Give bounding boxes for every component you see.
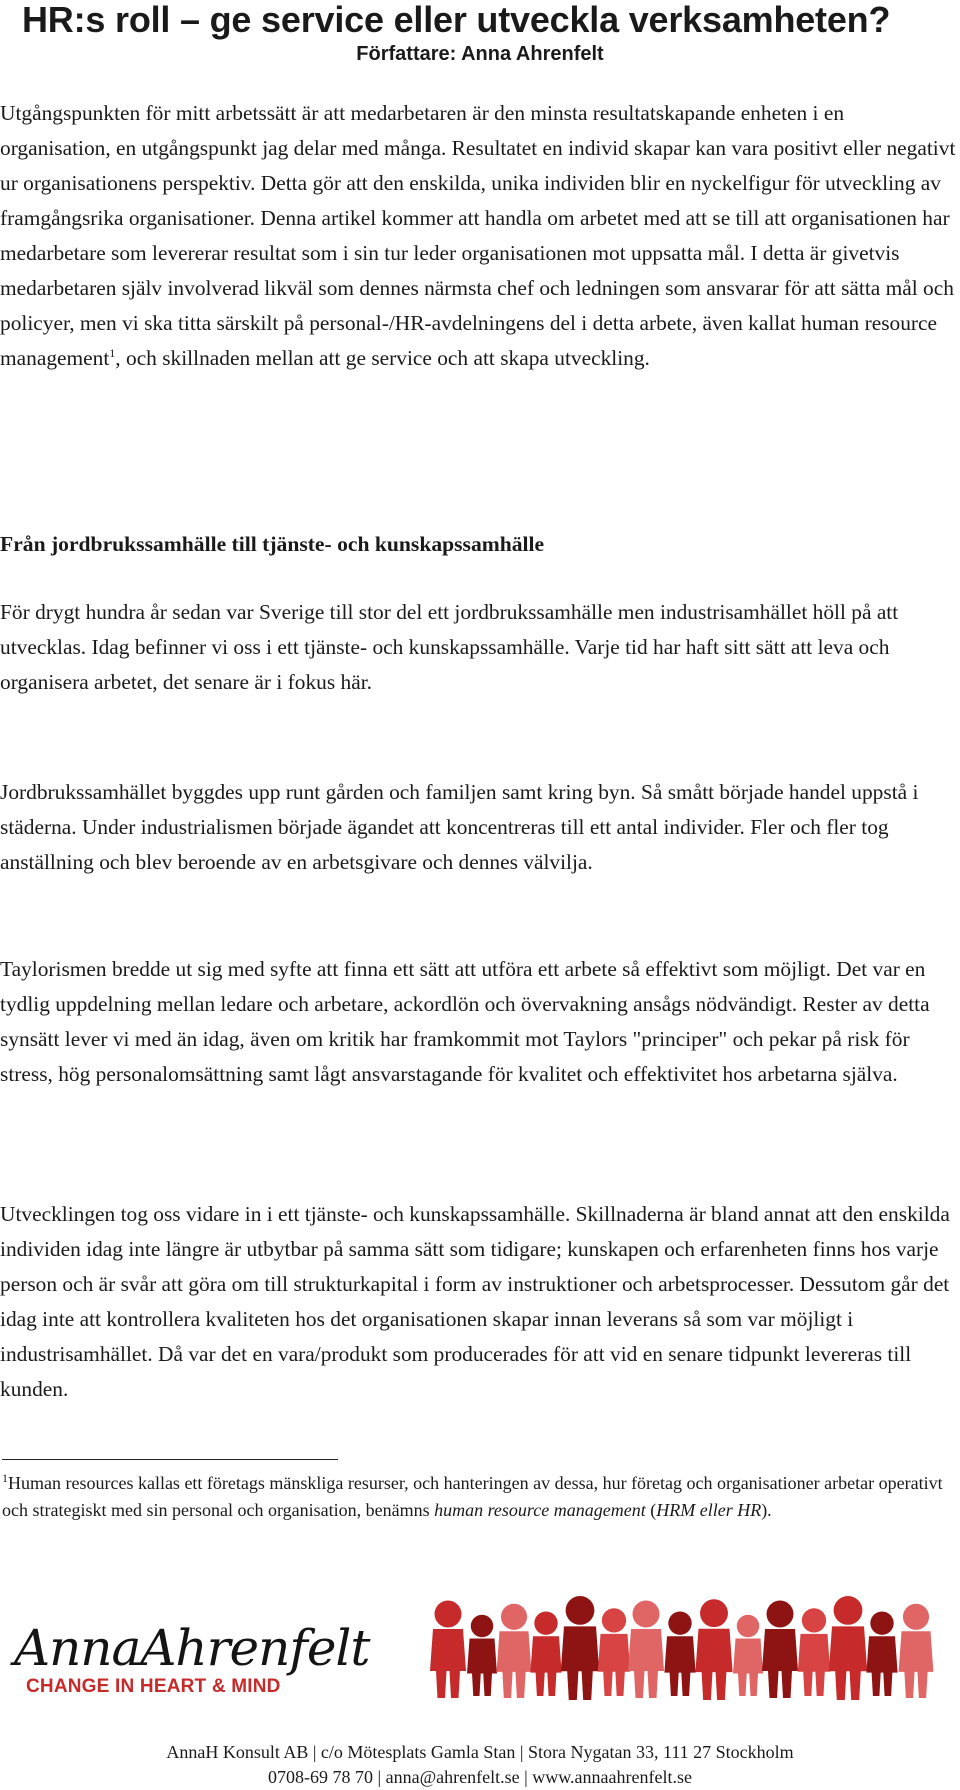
document-author: Författare: Anna Ahrenfelt (356, 43, 604, 65)
paragraph-1: För drygt hundra år sedan var Sverige till stor del ett jordbrukssamhälle men industrisamhället höll på att utvecklas. Idag befinner vi oss i ett tjänste- och kunskapssamhälle. Varje tid har haft sitt sätt att leva och organisera arbetet, det senare är i fokus här. (0, 600, 899, 694)
logo-name: AnnaAhrenfelt (14, 1619, 370, 1677)
people-figures-icon (430, 1578, 950, 1710)
paragraph-4: Utvecklingen tog oss vidare in i ett tjänste- och kunskapssamhälle. Skillnaderna är bland annat att den enskilda individen idag inte längre är utbytbar på samma sätt som tidigare; kunskapen och erfarenheten finns hos varje person och är svår att göra om till strukturkapital i form av instruktioner och arbetsprocesser. Dessutom går det idag inte att kontrollera kvaliteten hos det organisationen skapar innan leverans så som var möjligt i industrisamhället. Då var det en vara/produkt som producerades för att vid en senare tidpunkt levereras till kunden. (0, 1202, 950, 1401)
footnote-text: Human resources kallas ett företags mänskliga resurser, och hanteringen av dessa, hur företag och organisationer arbetar operativt och strategiskt med sin personal och organisation, benämns (2, 1473, 943, 1520)
footnote-term: human resource management (434, 1500, 646, 1520)
footer-contact: 0708-69 78 70 | anna@ahrenfelt.se | www.annaahrenfelt.se (268, 1767, 692, 1787)
footnote-open-paren: ( (645, 1500, 657, 1520)
footnote-ref: 1 (109, 345, 116, 360)
company-logo (14, 1618, 394, 1700)
intro-text-part1: Utgångspunkten för mitt arbetssätt är att medarbetaren är den minsta resultatskapande enheten i en organisation, en utgångspunkt jag delar med många. Resultatet en individ skapar kan vara positivt eller negativt ur organisationens perspektiv. Detta gör att den enskilda, unika individen blir en nyckelfigur för utveckling av framgångsrika organisationer. Denna artikel kommer att handla om arbetet med att se till att organisationen har medarbetare som levererar resultat som i sin tur leder organisationen mot uppsatta mål. I detta är givetvis medarbetaren själv involverad likväl som dennes närmsta chef och ledningen som ansvarar för att sätta mål och policyer, men vi ska titta särskilt på personal-/HR-avdelningens del i detta arbete, även kallat human resource management (0, 101, 956, 370)
section-heading: Från jordbrukssamhälle till tjänste- och kunskapssamhälle (0, 532, 545, 556)
document-title: HR:s roll – ge service eller utveckla verksamheten? (22, 0, 891, 40)
footer-address: AnnaH Konsult AB | c/o Mötesplats Gamla Stan | Stora Nygatan 33, 111 27 Stockholm (166, 1742, 794, 1762)
footnote-divider (2, 1459, 338, 1460)
footnote-close: ). (761, 1500, 772, 1520)
intro-paragraph (0, 96, 958, 376)
intro-text-part2: , och skillnaden mellan att ge service och att skapa utveckling. (115, 346, 650, 370)
footnote-abbr: HRM eller HR (656, 1500, 762, 1520)
figure-row (430, 1596, 933, 1700)
paragraph-3: Taylorismen bredde ut sig med syfte att finna ett sätt att utföra ett arbete så effektivt som möjligt. Det var en tydlig uppdelning mellan ledare och arbetare, ackordlön och övervakning ansågs nödvändigt. Rester av detta synsätt lever vi med än idag, även om kritik har framkommit mot Taylors "principer" och pekar på risk för stress, hög personalomsättning samt lågt ansvarstagande för kvalitet och effektivitet hos arbetarna själva. (0, 957, 930, 1086)
footnote (2, 1470, 952, 1524)
paragraph-2: Jordbrukssamhället byggdes upp runt gården och familjen samt kring byn. Så smått började handel uppstå i städerna. Under industrialismen började ägandet att koncentreras till ett antal individer. Fler och fler tog anställning och blev beroende av en arbetsgivare och dennes välvilja. (0, 780, 919, 874)
logo-tagline: CHANGE IN HEART & MIND (26, 1676, 281, 1697)
footnote-number: 1 (2, 1471, 8, 1485)
